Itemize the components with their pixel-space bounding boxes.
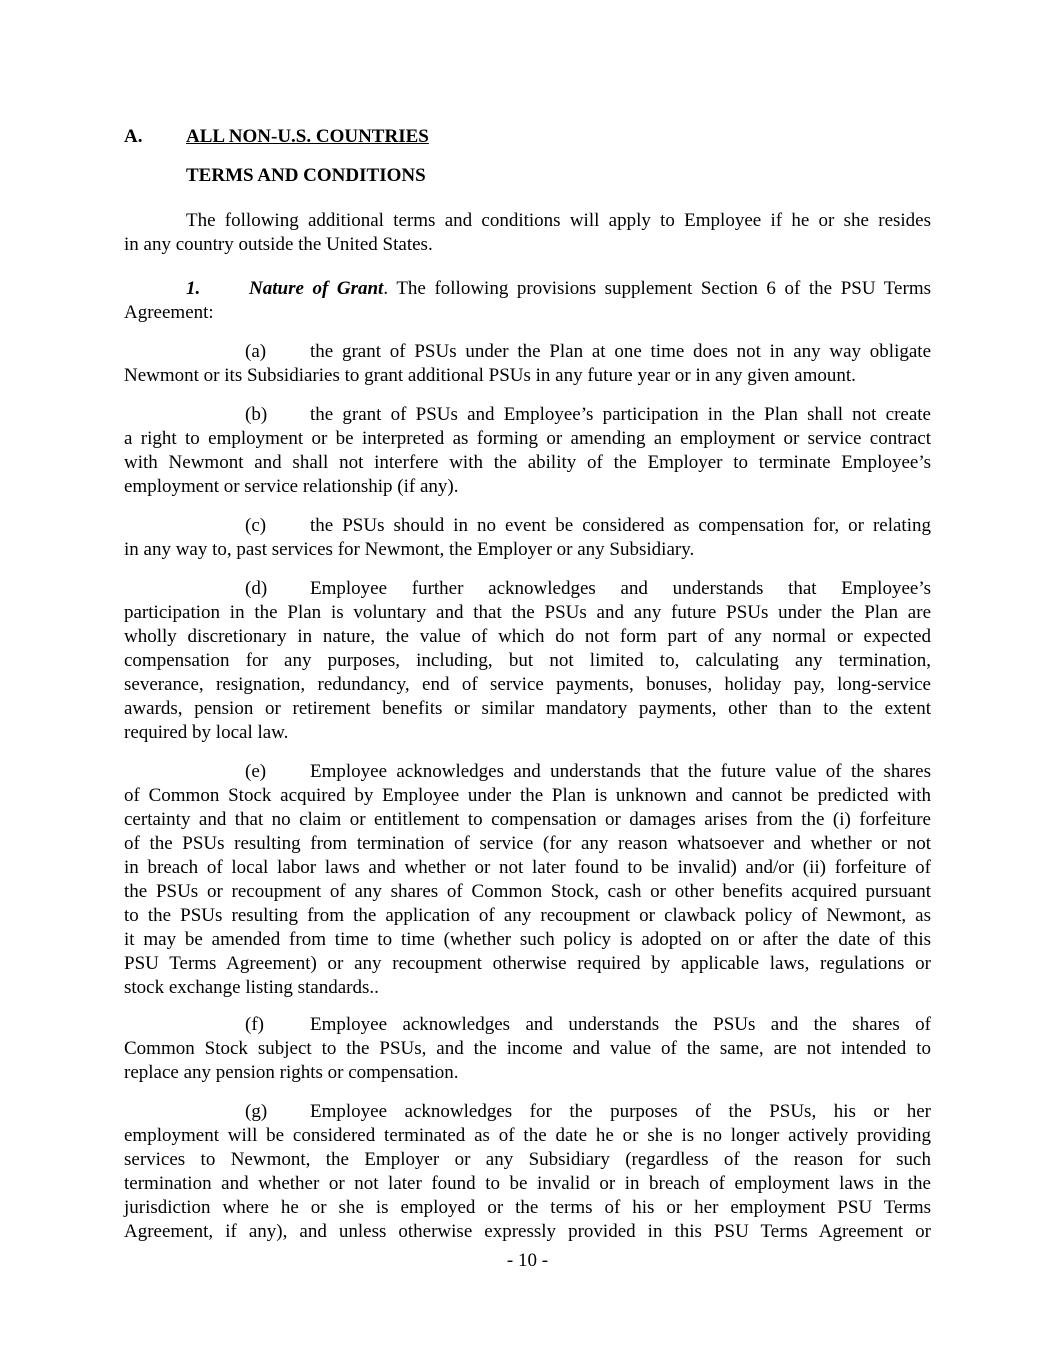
sub-label-e: (e): [245, 761, 267, 782]
sub-label-d: (d): [245, 578, 268, 599]
item-1-line-2: Agreement:: [124, 302, 214, 323]
sub-paragraph-b: (b) the grant of PSUs and Employee’s participation in the Plan shall not create a right to employment or be interpreted as forming or amending an employment or service contract with Newmont and shall not interfere with the ability of the Employer to terminate Employee’s employment or service relationship (if any).: [124, 404, 931, 497]
page-number: - 10 -: [506, 1250, 549, 1271]
sub-paragraph-g: (g) Employee acknowledges for the purposes of the PSUs, his or her employment will be considered terminated as of the date he or she is no longer actively providing services to Newmont, the Employer or any Subsidiary (regardless of the reason for such termination and whether or not later found to be invalid or in breach of employment laws in the jurisdiction where he or she is employed or the terms of his or her employment PSU Terms Agreement, if any), and unless otherwise expressly provided in this PSU Terms Agreement or: [124, 1101, 931, 1242]
section-subtitle: [124, 164, 931, 188]
item-1-paragraph: [124, 277, 931, 325]
section-letter: A.: [124, 126, 143, 147]
intro-line-1: The following additional terms and conditions will apply to Employee if he or she resides: [186, 210, 931, 231]
item-1-number: 1.: [186, 278, 201, 299]
item-1-title: Nature of Grant: [249, 278, 384, 299]
sub-label-f: (f): [245, 1014, 264, 1035]
sub-paragraph-a: (a) the grant of PSUs under the Plan at one time does not in any way obligate Newmont or its Subsidiaries to grant additional PSUs in any future year or in any given amount.: [124, 341, 931, 386]
section-subtitle-text: TERMS AND CONDITIONS: [186, 165, 426, 186]
sub-paragraph-c: (c) the PSUs should in no event be considered as compensation for, or relating in any way to, past services for Newmont, the Employer or any Subsidiary.: [124, 515, 931, 560]
section-heading: [124, 125, 931, 149]
sub-label-c: (c): [245, 515, 267, 536]
intro-line-2: in any country outside the United States.: [124, 234, 433, 255]
sub-paragraph-d: (d) Employee further acknowledges and understands that Employee’s participation in the Plan is voluntary and that the PSUs and any future PSUs under the Plan are wholly discretionary in nature, the value of which do not form part of any normal or expected compensation for any purposes, including, but not limited to, calculating any termination, severance, resignation, redundancy, end of service payments, bonuses, holiday pay, long-service awards, pension or retirement benefits or similar mandatory payments, other than to the extent required by local law.: [124, 578, 931, 743]
item-1-line-1: 1. Nature of Grant. The following provisions supplement Section 6 of the PSU Terms: [186, 278, 931, 299]
sub-paragraph-e: (e) Employee acknowledges and understands that the future value of the shares of Common Stock acquired by Employee under the Plan is unknown and cannot be predicted with certainty and that no claim or entitlement to compensation or damages arises from the (i) forfeiture of the PSUs resulting from termination of service (for any reason whatsoever and whether or not in breach of local labor laws and whether or not later found to be invalid) and/or (ii) forfeiture of the PSUs or recoupment of any shares of Common Stock, cash or other benefits acquired pursuant to the PSUs resulting from the application of any recoupment or clawback policy of Newmont, as it may be amended from time to time (whether such policy is adopted on or after the date of this PSU Terms Agreement) or any recoupment otherwise required by applicable laws, regulations or stock exchange listing standards..: [124, 761, 931, 998]
sub-label-b: (b): [245, 404, 268, 425]
sub-label-g: (g): [245, 1101, 268, 1122]
section-title: ALL NON-U.S. COUNTRIES: [186, 126, 429, 147]
intro-paragraph: [124, 209, 931, 257]
sub-label-a: (a): [245, 341, 267, 362]
sub-paragraph-f: (f) Employee acknowledges and understands the PSUs and the shares of Common Stock subject to the PSUs, and the income and value of the same, are not intended to replace any pension rights or compensation.: [124, 1014, 931, 1083]
